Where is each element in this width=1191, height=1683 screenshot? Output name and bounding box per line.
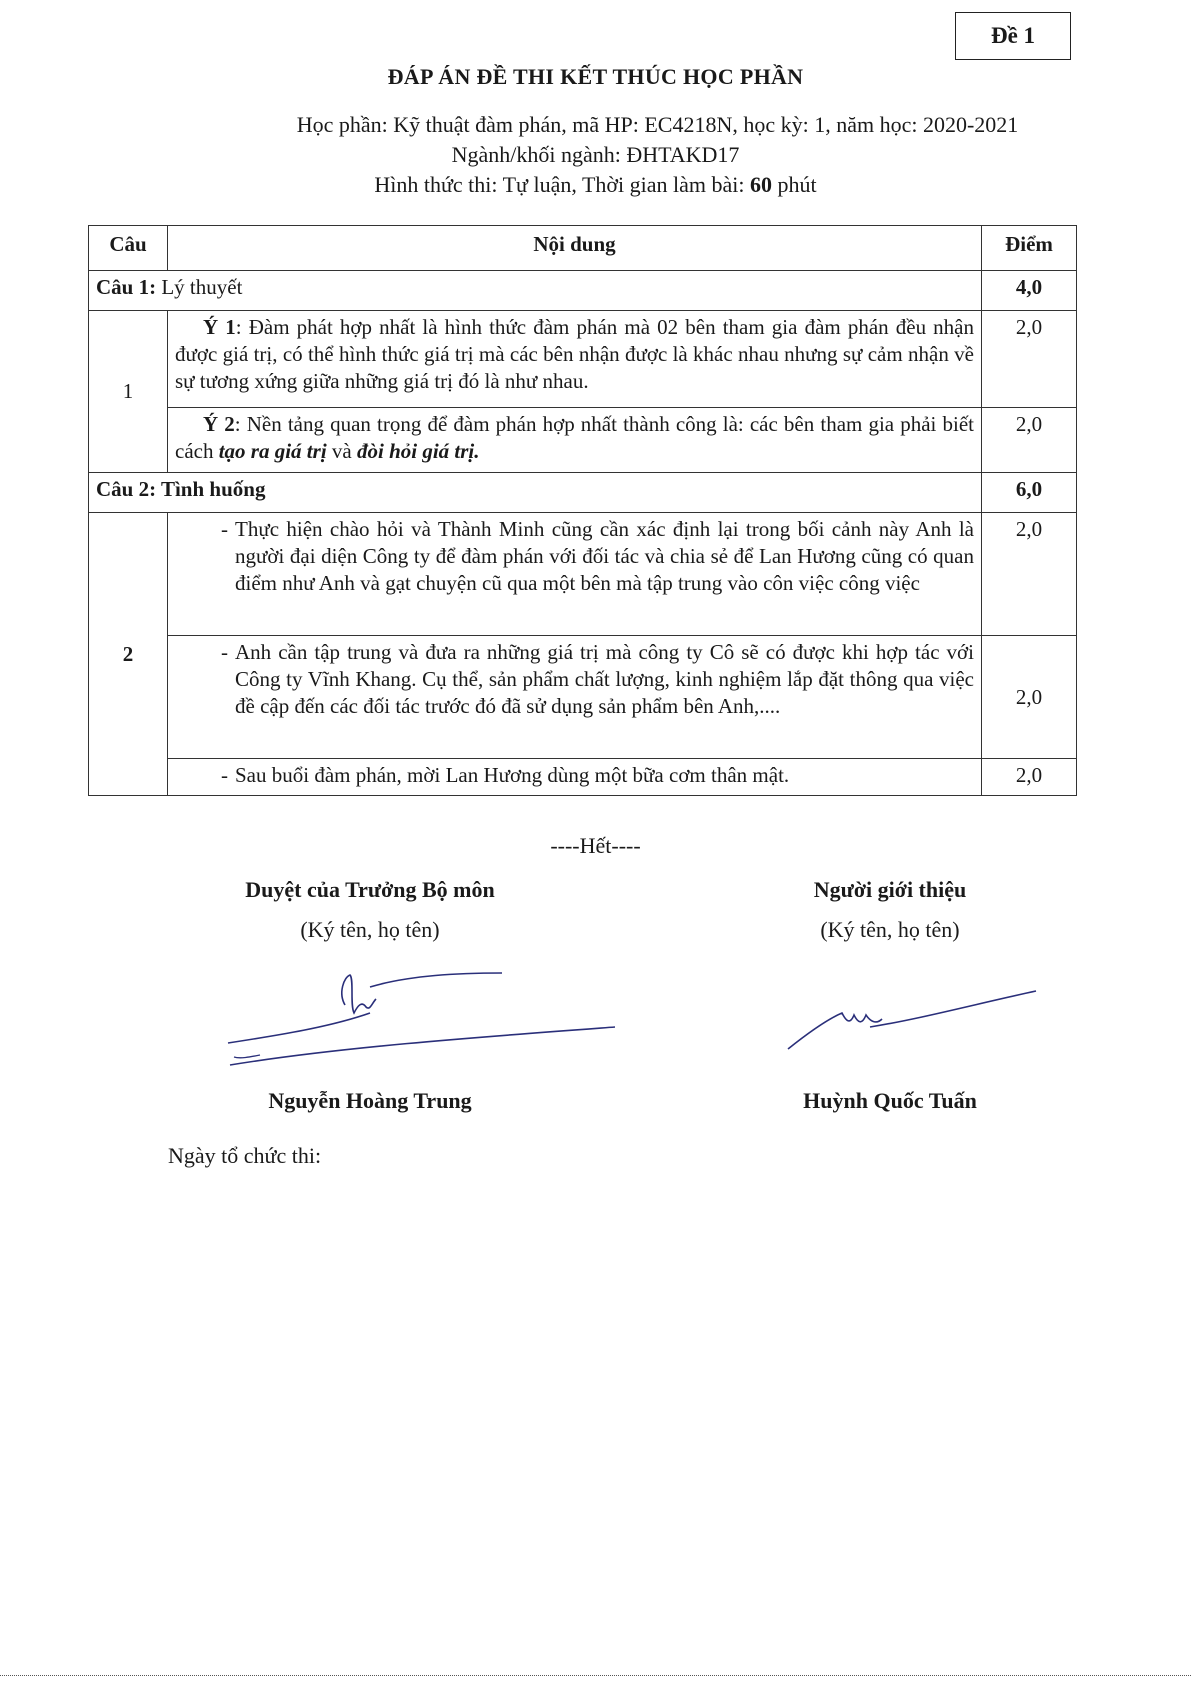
section2-score: 6,0: [982, 473, 1077, 513]
page-bottom-rule: [0, 1675, 1191, 1676]
item-text: Anh cần tập trung và đưa ra những giá trị mà công ty Cô sẽ có được khi hợp tác với Công ty Vĩnh Khang. Cụ thể, sản phẩm chất lượng, kinh nghiệm lắp đặt thông qua việc đề cập đến các đối tác trước đó đã sử dụng sản phẩm bên Anh,....: [235, 640, 974, 718]
section1-y1: [168, 311, 982, 408]
exam-format-line: [0, 172, 1191, 198]
approver-signature: [220, 965, 620, 1075]
section1-y2: [168, 408, 982, 473]
section1-title: [89, 271, 982, 311]
table-row: [89, 311, 1077, 408]
exam-code-box: Đề 1: [955, 12, 1071, 60]
section2-title: Câu 2: Tình huống: [89, 473, 982, 513]
presenter-block: [780, 877, 1000, 943]
list-item: [168, 759, 982, 796]
y2-emphasis-2: đòi hỏi giá trị.: [356, 439, 480, 463]
major-info-line: Ngành/khối ngành: ĐHTAKD17: [451, 142, 740, 167]
table-row: [89, 513, 1077, 636]
table-header-row: [89, 226, 1077, 271]
section1-row: [89, 271, 1077, 311]
approver-sign-instruction: (Ký tên, họ tên): [300, 917, 440, 942]
answer-table: [88, 225, 1077, 796]
section1-label: Câu 1:: [96, 275, 157, 299]
y2-mid: và: [326, 439, 357, 463]
y2-emphasis-1: tạo ra giá trị: [218, 439, 327, 463]
item-score: 2,0: [982, 636, 1077, 759]
exam-format-prefix: Hình thức thi: Tự luận, Thời gian làm bài:: [374, 172, 750, 197]
header-diem: Điểm: [982, 226, 1077, 271]
y1-label: Ý 1: [203, 315, 236, 339]
header-noi-dung: Nội dung: [168, 226, 982, 271]
item-dash: -: [221, 517, 228, 541]
exam-duration: 60: [750, 172, 772, 197]
exam-date-label: Ngày tổ chức thi:: [168, 1143, 322, 1168]
item-dash: -: [221, 640, 228, 664]
presenter-signature: [780, 985, 1040, 1055]
item-score: 2,0: [982, 759, 1077, 796]
course-info-line: Học phần: Kỹ thuật đàm phán, mã HP: EC4218N, học kỳ: 1, năm học: 2020-2021: [296, 112, 1019, 137]
list-item: [168, 513, 982, 636]
table-row: [89, 759, 1077, 796]
item-text: Thực hiện chào hỏi và Thành Minh cũng cần xác định lại trong bối cảnh này Anh là người đại diện Công ty để đàm phán với đối tác và chia sẻ để Lan Hương cũng có quan điểm như Anh và gạt chuyện cũ qua một bên mà tập trung vào côn việc công việc: [235, 517, 974, 595]
section1-number: 1: [89, 311, 168, 473]
approver-name: Nguyễn Hoàng Trung: [268, 1088, 472, 1113]
table-row: [89, 636, 1077, 759]
exam-format-suffix: phút: [772, 172, 817, 197]
section1-name: Lý thuyết: [161, 275, 243, 299]
header-cau: Câu: [89, 226, 168, 271]
y1-score: 2,0: [982, 311, 1077, 408]
table-row: [89, 408, 1077, 473]
y2-text: : Nền tảng quan trọng để đàm phán hợp nhất thành công là: các bên tham gia phải biết cách: [175, 412, 974, 463]
item-score: 2,0: [982, 513, 1077, 636]
presenter-role: Người giới thiệu: [813, 877, 967, 902]
end-mark: ----Hết----: [550, 833, 641, 858]
section2-row: [89, 473, 1077, 513]
list-item: [168, 636, 982, 759]
approver-block: [210, 877, 530, 943]
section2-number: 2: [89, 513, 168, 796]
item-dash: -: [221, 763, 228, 787]
y2-label: Ý 2: [203, 412, 235, 436]
section1-score: 4,0: [982, 271, 1077, 311]
document-title: ĐÁP ÁN ĐỀ THI KẾT THÚC HỌC PHẦN: [387, 64, 804, 89]
presenter-sign-instruction: (Ký tên, họ tên): [820, 917, 960, 942]
y2-score: 2,0: [982, 408, 1077, 473]
approver-role: Duyệt của Trưởng Bộ môn: [245, 877, 495, 902]
y1-text: : Đàm phát hợp nhất là hình thức đàm phán mà 02 bên tham gia đàm phán đều nhận được giá trị, có thể hình thức giá trị mà các bên nhận được là khác nhau nhưng sự cảm nhận về sự tương xứng giữa những giá trị đó là như nhau.: [175, 315, 975, 393]
presenter-name: Huỳnh Quốc Tuấn: [803, 1088, 977, 1113]
item-text: Sau buổi đàm phán, mời Lan Hương dùng một bữa cơm thân mật.: [235, 763, 790, 787]
